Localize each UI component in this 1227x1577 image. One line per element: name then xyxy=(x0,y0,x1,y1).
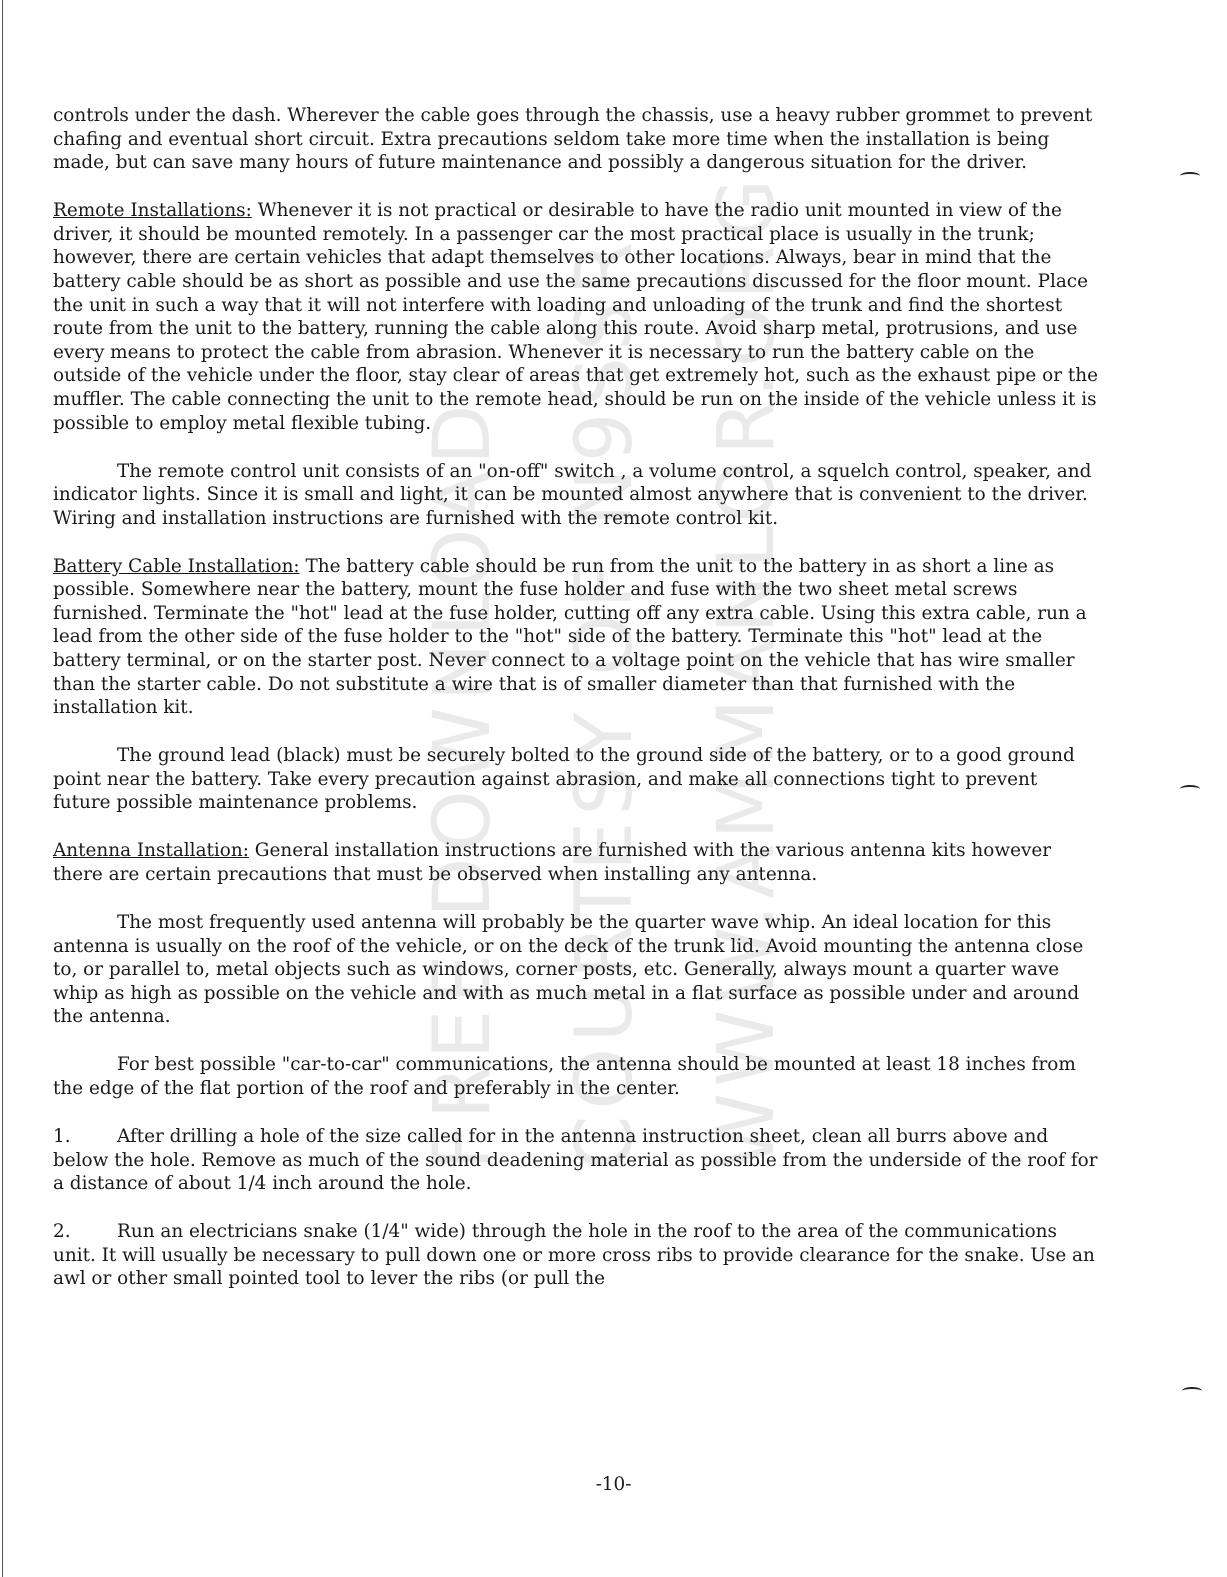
step-text: Run an electricians snake (1/4" wide) through the hole in the roof to the area of the communications unit. It will usually be necessary to pull down one or more cross ribs to provide clearance for the snake. Use an awl or other small pointed tool to lever the ribs (or pull the xyxy=(53,1221,1095,1290)
paragraph-text: Whenever it is not practical or desirable to have the radio unit mounted in view of the driver, it should be mounted remotely. In a passenger car the most practical place is usually in the trunk; however, there are certain vehicles that adapt themselves to other locations. Always, bear in mind that the battery cable should be as short as possible and use the same precautions discussed for the floor mount. Place the unit in such a way that it will not interfere with loading and unloading of the trunk and find the shortest route from the unit to the battery, running the cable along this route. Avoid sharp metal, protrusions, and use every means to protect the cable from abrasion. Whenever it is necessary to run the battery cable on the outside of the vehicle under the floor, stay clear of areas that get extremely hot, such as the exhaust pipe or the muffler. The cable connecting the unit to the remote head, should be run on the inside of the vehicle unless it is possible to employ metal flexible tubing. xyxy=(53,200,1098,434)
section-heading-battery-cable-installation: Battery Cable Installation: xyxy=(53,555,300,577)
margin-mark xyxy=(1180,785,1200,793)
paragraph-remote-control-unit xyxy=(53,460,1098,531)
section-heading-antenna-installation: Antenna Installation: xyxy=(53,840,249,862)
paragraph-remote-installations xyxy=(53,199,1098,435)
document-body xyxy=(53,104,1098,1315)
paragraph-ground-lead xyxy=(53,744,1098,815)
paragraph-text: For best possible "car-to-car" communications, the antenna should be mounted at least 18 inches from the edge of the flat portion of the roof and preferably in the center. xyxy=(53,1054,1076,1099)
paragraph-quarter-wave-whip xyxy=(53,911,1098,1029)
margin-mark xyxy=(1182,1387,1202,1395)
page-edge-rule xyxy=(2,0,3,1577)
paragraph-text: The remote control unit consists of an "on-off" switch , a volume control, a squelch control, speaker, and indicator lights. Since it is small and light, it can be mounted almost anywhere that is convenient to the driver. Wiring and installation instructions are furnished with the remote control kit. xyxy=(53,460,1092,529)
watermark-line-2: COURTESY OF N9SSR xyxy=(560,235,650,1170)
paragraph-text: The most frequently used antenna will probably be the quarter wave whip. An ideal location for this antenna is usually on the roof of the vehicle, or on the deck of the trunk lid. Avoid mounting the antenna close to, or parallel to, metal objects such as windows, corner posts, etc. Generally, always mount a quarter wave whip as high as possible on the vehicle and with as much metal in a flat surface as possible under and around the antenna. xyxy=(53,911,1084,1028)
paragraph-text: The battery cable should be run from the unit to the battery in as short a line as possible. Somewhere near the battery, mount the fuse holder and fuse with the two sheet metal screws furnished. Terminate the "hot" lead at the fuse holder, cutting off any extra cable. Using this extra cable, run a lead from the other side of the fuse holder to the "hot" side of the battery. Terminate this "hot" lead at the battery terminal, or on the starter post. Never connect to a voltage point on the vehicle that has wire smaller than the starter cable. Do not substitute a wire that is of smaller diameter than that furnished with the installation kit. xyxy=(53,555,1087,719)
section-heading-remote-installations: Remote Installations: xyxy=(53,200,252,222)
paragraph-text: General installation instructions are furnished with the various antenna kits however there are certain precautions that must be observed when installing any antenna. xyxy=(53,840,1052,885)
paragraph-antenna-installation xyxy=(53,839,1098,886)
numbered-step-1 xyxy=(53,1125,1098,1196)
page-number: -10- xyxy=(595,1474,632,1495)
step-number: 1. xyxy=(53,1125,71,1147)
watermark-line-3: WWW.AMMANLOR.ORG xyxy=(702,172,792,1170)
paragraph-text: controls under the dash. Wherever the cable goes through the chassis, use a heavy rubber grommet to prevent chafing and eventual short circuit. Extra precautions seldom take more time when the installation is being made, but can save many hours of future maintenance and possibly a dangerous situation for the driver. xyxy=(53,105,1093,174)
paragraph-battery-cable-installation xyxy=(53,555,1098,720)
margin-mark xyxy=(1180,172,1200,180)
watermark-line-1: FREE DOWNLOAD xyxy=(418,398,508,1170)
paragraph-text: The ground lead (black) must be securely bolted to the ground side of the battery, or to a good ground point near the battery. Take every precaution against abrasion, and make all connections tight to prevent future possible maintenance problems. xyxy=(53,745,1075,814)
numbered-step-2 xyxy=(53,1220,1098,1291)
paragraph-car-to-car xyxy=(53,1053,1098,1100)
step-number: 2. xyxy=(53,1221,71,1243)
paragraph-controls xyxy=(53,104,1098,175)
step-text: After drilling a hole of the size called for in the antenna instruction sheet, clean all burrs above and below the hole. Remove as much of the sound deadening material as possible from the underside of the roof for a distance of about 1/4 inch around the hole. xyxy=(53,1125,1098,1195)
